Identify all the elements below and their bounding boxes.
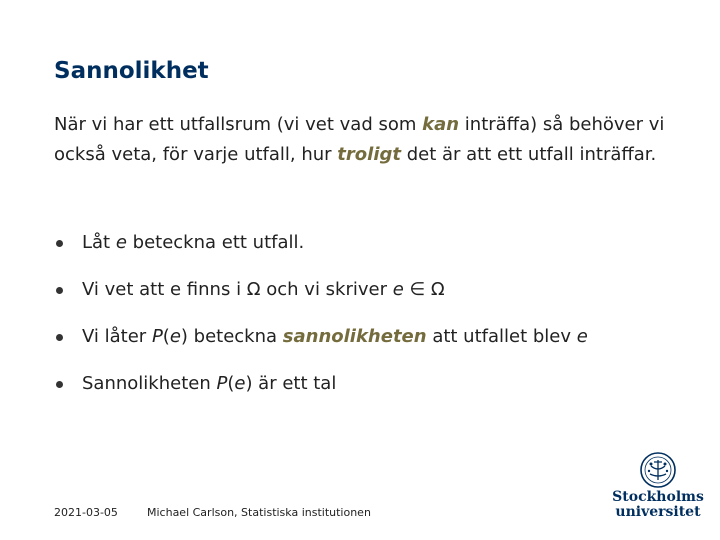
bullet-text: beteckna ett utfall. [126,232,305,253]
logo-line-1: Stockholms [612,489,704,505]
bullet-text: ( [162,326,170,347]
bullet-text: att utfallet blev [426,326,577,347]
intro-paragraph [54,110,674,170]
slide-title: Sannolikhet [54,58,209,84]
bullet-item [54,369,694,399]
bullet-item [54,322,694,352]
bullet-text: Vi vet att e finns i Ω och vi skriver [82,279,393,300]
bullet-list [54,228,694,416]
bullet-text: ) beteckna [180,326,283,347]
bullet-variable: e [169,326,181,347]
footer-author: Michael Carlson, Statistiska institutionen [147,506,371,519]
intro-emphasis-troligt: troligt [337,144,401,165]
bullet-dot-icon [56,240,63,247]
bullet-text: Låt [82,232,116,253]
bullet-variable: e [234,373,246,394]
intro-text-1: När vi har ett utfallsrum (vi vet vad som [54,114,423,135]
university-seal-icon [612,450,704,492]
bullet-text: ) är ett tal [245,373,337,394]
bullet-text: ∈ Ω [403,279,445,300]
bullet-variable: P [151,326,163,347]
bullet-text: Sannolikheten [82,373,217,394]
logo-line-2: universitet [615,504,701,520]
bullet-emphasis: sannolikheten [282,326,427,347]
bullet-dot-icon [56,381,63,388]
bullet-variable: e [115,232,127,253]
bullet-text: ( [227,373,235,394]
university-logo [612,450,704,522]
bullet-dot-icon [56,287,63,294]
intro-text-3: det är att ett utfall inträffar. [400,144,657,165]
bullet-variable: e [576,326,588,347]
bullet-item [54,275,694,305]
bullet-dot-icon [56,334,63,341]
bullet-variable: e [392,279,404,300]
footer-date: 2021-03-05 [54,506,118,519]
intro-text-2: inträffa) så behöver vi också veta, för varje utfall, hur [54,114,665,165]
intro-emphasis-kan: kan [422,114,460,135]
bullet-text: Vi låter [82,326,152,347]
bullet-variable: P [216,373,228,394]
bullet-item [54,228,694,258]
